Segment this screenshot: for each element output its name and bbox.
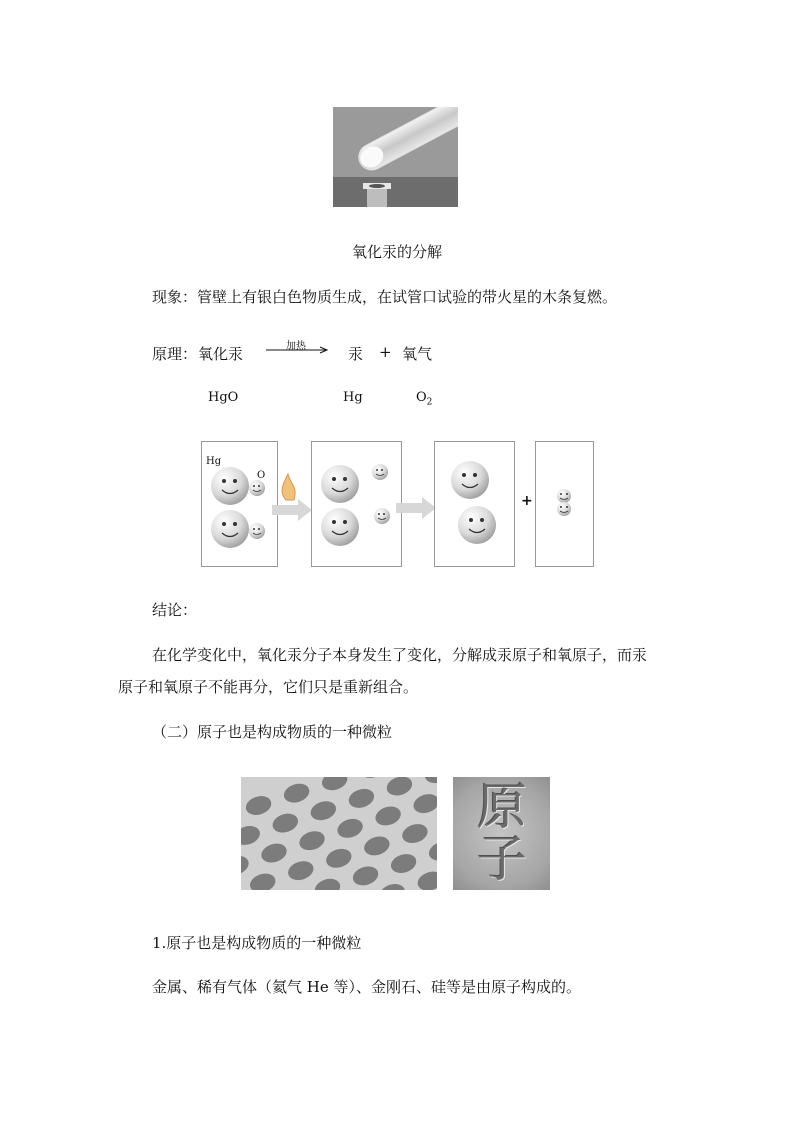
conclusion-line2: 原子和氧原子不能再分，它们只是重新组合。 bbox=[118, 678, 419, 696]
phenomenon-text: 现象：管壁上有银白色物质生成，在试管口试验的带火星的木条复燃。 bbox=[152, 288, 618, 306]
product2-name: 氧气 bbox=[402, 345, 433, 363]
atom-lattice-image bbox=[241, 777, 437, 890]
test-tube-photo bbox=[333, 107, 458, 207]
reactant-formula: HgO bbox=[208, 390, 239, 405]
panel-separated-atoms bbox=[311, 441, 402, 567]
gray-arrow-icon bbox=[272, 497, 314, 523]
o-atom-icon bbox=[372, 464, 388, 480]
diagram-plus-sign: + bbox=[521, 493, 533, 509]
gray-arrow-icon bbox=[396, 495, 438, 521]
stm-characters: 原子 bbox=[477, 778, 527, 888]
hg-atom-icon bbox=[211, 510, 249, 548]
item1-text: 金属、稀有气体（氦气 He 等）、金刚石、硅等是由原子构成的。 bbox=[152, 978, 581, 996]
reaction-arrow-icon bbox=[266, 346, 332, 354]
o-atom-icon bbox=[374, 508, 390, 524]
hg-atom-icon bbox=[321, 465, 359, 503]
panel-mercuric-oxide bbox=[201, 441, 278, 567]
hg-atom-icon bbox=[321, 508, 359, 546]
o-atom-icon bbox=[249, 523, 265, 539]
o-atom-icon bbox=[249, 480, 265, 496]
hg-atom-icon bbox=[211, 467, 249, 505]
o-label: O bbox=[257, 470, 266, 481]
conclusion-label: 结论： bbox=[152, 601, 198, 619]
product1-name: 汞 bbox=[348, 345, 364, 363]
section-heading: （二）原子也是构成物质的一种微粒 bbox=[152, 723, 393, 741]
reaction-condition: 加热 bbox=[286, 341, 306, 352]
conclusion-line1: 在化学变化中，氧化汞分子本身发生了变化，分解成汞原子和氧原子，而汞 bbox=[152, 646, 648, 664]
hg-atom-icon bbox=[451, 461, 489, 499]
product2-formula: $O_2$ bbox=[416, 390, 433, 408]
item1-heading: 1.原子也是构成物质的一种微粒 bbox=[152, 934, 362, 952]
stm-atom-characters-image bbox=[453, 777, 550, 890]
reactant-name: 氧化汞 bbox=[198, 345, 244, 363]
hg-label: Hg bbox=[206, 456, 222, 467]
figure-caption: 氧化汞的分解 bbox=[351, 243, 442, 261]
product1-formula: Hg bbox=[343, 390, 363, 405]
plus-sign: + bbox=[379, 343, 392, 361]
panel-oxygen bbox=[535, 441, 594, 567]
hg-atom-icon bbox=[458, 506, 496, 544]
panel-mercury bbox=[434, 441, 515, 567]
o2-molecule-icon bbox=[557, 489, 571, 516]
principle-label: 原理： bbox=[152, 345, 198, 363]
